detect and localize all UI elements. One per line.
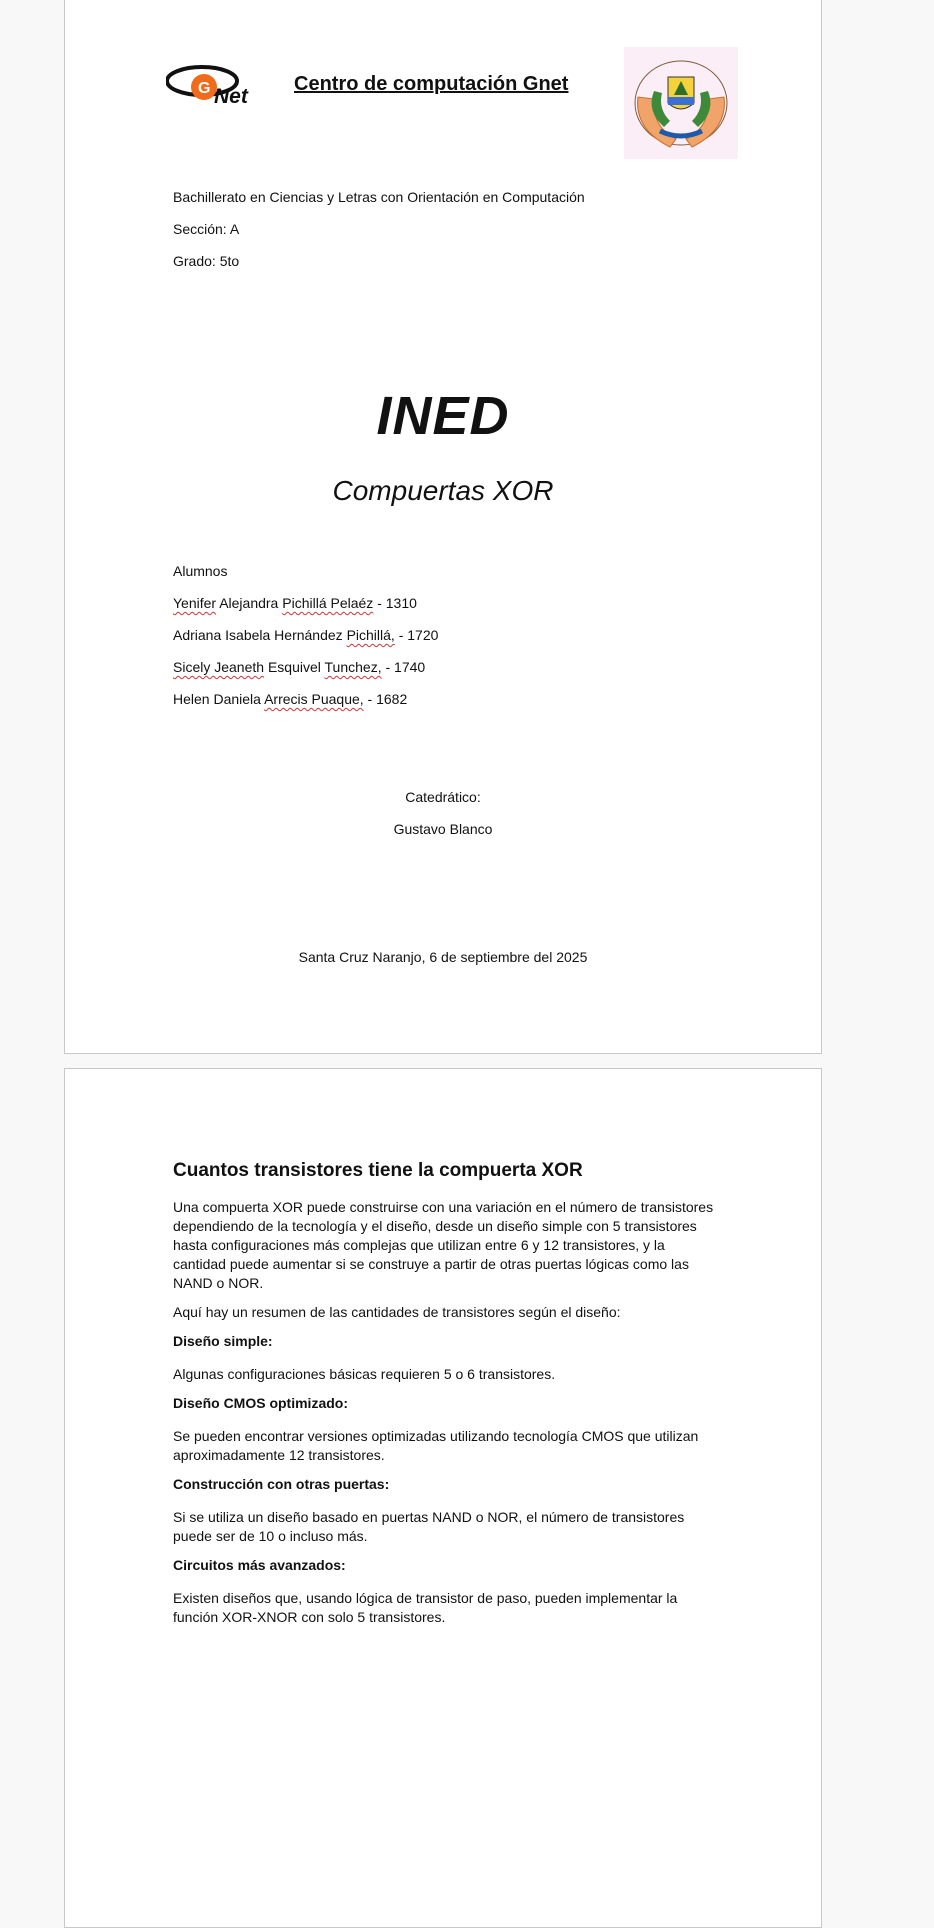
svg-text:G: G (198, 80, 211, 97)
section-text: Existen diseños que, usando lógica de transistor de paso, pueden implementar la función XOR-XNOR con solo 5 transistores. (173, 1590, 678, 1625)
student-name-part: Helen Daniela (173, 691, 265, 707)
students-heading: Alumnos (173, 563, 228, 579)
student-name-flagged: Pichillá Pelaéz (282, 595, 374, 611)
student-line (173, 659, 425, 675)
section-text: Se pueden encontrar versiones optimizadas utilizando tecnología CMOS que utilizan aproximadamente 12 transistores. (173, 1428, 699, 1463)
section-text: Sección: A (173, 221, 240, 237)
teacher-label: Catedrático: (405, 789, 481, 805)
student-line (173, 595, 417, 611)
teacher-name: Gustavo Blanco (393, 821, 493, 837)
student-name-flagged: Yenifer (173, 595, 217, 611)
center-name: Centro de computación Gnet (294, 73, 569, 95)
article-summary: Aquí hay un resumen de las cantidades de transistores según el diseño: (173, 1304, 621, 1320)
student-code: - 1310 (373, 595, 417, 611)
section-title: Circuitos más avanzados: (173, 1557, 346, 1573)
document-page-1 (64, 0, 822, 1054)
student-code: - 1720 (394, 627, 439, 643)
student-name-part: Esquivel (264, 659, 325, 675)
student-line (173, 627, 438, 643)
section-text: Algunas configuraciones básicas requieren 5 o 6 transistores. (173, 1366, 556, 1382)
section-title: Diseño simple: (173, 1333, 273, 1349)
section-title: Diseño CMOS optimizado: (173, 1395, 348, 1411)
article-intro: Una compuerta XOR puede construirse con una variación en el número de transistores dependiendo de la tecnología y el diseño, desde un diseño simple con 5 transistores hasta configuraciones más complejas que utilizan entre 6 y 12 transistores, y la cantidad puede aumentar si se construye a partir de otras puertas lógicas como las NAND o NOR. (173, 1199, 714, 1291)
student-code: - 1682 (363, 691, 408, 707)
student-name-part: Adriana Isabela Hernández (173, 627, 347, 643)
document-subtitle: Compuertas XOR (332, 475, 554, 506)
place-date: Santa Cruz Naranjo, 6 de septiembre del 2025 (298, 949, 588, 965)
section-title: Construcción con otras puertas: (173, 1476, 390, 1492)
program-text: Bachillerato en Ciencias y Letras con Orientación en Computación (173, 189, 585, 205)
student-name-flagged: Arrecis Puaque, (264, 691, 364, 707)
student-name-flagged: Sicely Jeaneth (173, 659, 265, 675)
document-title: INED (376, 386, 510, 446)
student-code: - 1740 (381, 659, 426, 675)
gnet-logo (166, 63, 272, 107)
school-emblem-seal (624, 47, 738, 159)
grade-text: Grado: 5to (173, 253, 240, 269)
article-body (173, 1161, 719, 1637)
section-text: Si se utiliza un diseño basado en puertas NAND o NOR, el número de transistores puede ser de 10 o incluso más. (173, 1509, 685, 1544)
student-name-flagged: Pichillá, (346, 627, 395, 643)
student-line (173, 691, 407, 707)
svg-text:Net: Net (214, 85, 248, 107)
document-page-2 (64, 1068, 822, 1928)
article-heading: Cuantos transistores tiene la compuerta XOR (173, 1160, 583, 1181)
student-name-flagged: Tunchez, (324, 659, 382, 675)
student-name-part: Alejandra (216, 595, 283, 611)
